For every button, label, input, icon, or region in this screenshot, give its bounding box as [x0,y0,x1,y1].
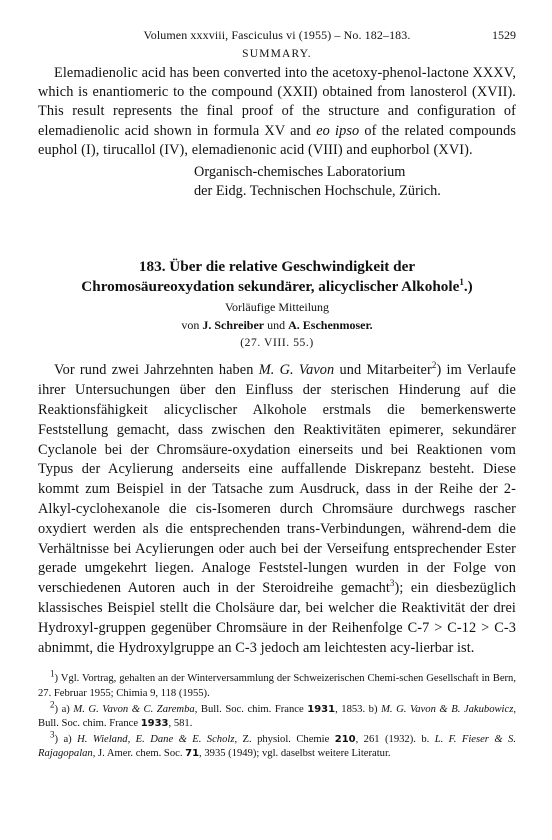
footnote-2-mark: 2 [50,699,55,710]
author-1: J. Schreiber [202,318,265,333]
footnote-2-text-d: , Bull. Soc. chim. France [38,703,516,729]
footnote-3-authors-b: L. F. Fieser & S. Rajagopalan [38,734,516,760]
footnotes [38,668,516,761]
article-authors [38,317,516,333]
footnote-2-text-c: , 1853. b) [335,703,382,715]
footnote-3-text-b: , Z. physiol. Chemie [234,734,335,746]
footnote-ref-2: 2 [431,360,437,371]
title-footnote-mark: 1 [459,276,464,287]
authors-and: und [264,318,289,333]
body-text-3: ) im Verlaufe ihrer Untersuchungen über den Einfluss der sterischen Hinderung auf die Reaktionsfähigkeit alicyclischer Alkohole erstmals die bemerkenswerte Feststellung gemacht, dass zwischen den Reaktivitäten epimerer, sekundärer Cyclanole bei der Chromsäure-oxydation einerseits und bei Reaktionen vom Typus der Acylierung anderseits eine auffallende Diskrepanz besteht. Diese kommt zum Beispiel in der Tatsache zum Ausdruck, dass in der Reihe der 2-Alkyl-cyclohexanole die cis-Isomeren durch Chromsäure durchwegs rascher oxydiert werden als die entsprechenden trans-Verbindungen, während-dem die Verhältnisse bei Acylierungen oder auch bei der Verseifung entsprechender Ester gerade umgekehrt liegen. Analoge Feststel-lungen wurden in der Folge von verschiedenen Autoren auch in der Steroidreihe gemacht [38,362,516,597]
article-date: (27. VIII. 55.) [240,337,314,350]
article-title-text: Chromosäureoxydation sekundärer, alicyclischer Alkohole [81,277,460,295]
footnote-3-text-c: , 261 (1932). b. [355,734,435,746]
footnote-3 [38,729,516,761]
laboratory-address [38,163,516,201]
running-header [38,28,516,46]
footnote-2-authors-b: M. G. Vavon & B. Jakubowicz [381,703,514,715]
footnote-3-mark: 3 [50,729,55,740]
footnote-3-text-e: , 3935 (1949); vgl. daselbst weitere Literatur. [199,748,391,760]
footnote-2-text-a: ) a) [54,703,74,715]
summary-paragraph [38,64,516,160]
footnote-3-authors-a: H. Wieland, E. Dane & E. Scholz [77,734,235,746]
title-suffix: .) [463,277,473,295]
body-paragraph [38,361,516,658]
footnote-2-text-b: , Bull. Soc. chim. France [194,703,308,715]
article-title-line-1: 183. Über die relative Geschwindigkeit der [138,258,416,276]
footnote-2-volume-a: 1931 [307,703,336,715]
article-body [38,361,516,658]
body-text-2: und Mitarbeiter [334,362,432,379]
running-title: Volumen xxxviii, Fasciculus vi (1955) – No. 182–183. [143,28,411,42]
summary-text-emphasis: eo ipso [316,122,360,139]
footnote-1-mark: 1 [50,668,55,679]
article-title-line-2 [38,277,516,297]
authors-prefix: von [181,318,203,333]
footnote-3-text-a: ) a) [54,734,78,746]
footnote-ref-3: 3 [389,578,395,589]
footnote-1-text: ) Vgl. Vortrag, gehalten an der Winterversammlung der Schweizerischen Chemi-schen Gesellschaft in Bern, 27. Februar 1955; Chimia 9, 118 (1955). [38,673,516,699]
address-line-1: Organisch-chemisches Laboratorium [194,164,406,181]
footnote-1 [38,668,516,700]
journal-page [38,28,516,764]
summary-text-part2: of the related compounds euphol (I), tirucallol (IV), elemadienonic acid (VIII) and euphorbol (XVI). [38,122,516,158]
article-title [38,257,516,296]
footnote-2 [38,699,516,731]
body-text-4: ); ein diesbezüglich klassisches Beispiel stellt die Cholsäure dar, bei welcher die Reaktivität der drei Hydroxyl-gruppen gegenüber Chromsäure in der Reihenfolge C-7 > C-12 > C-3 abnimmt, die Hydroxylgruppe an C-3 jedoch am leichtesten acy-lierbar ist. [38,580,516,656]
address-line-2: der Eidg. Technischen Hochschule, Zürich. [194,183,441,200]
footnote-2-text-e: , 581. [168,717,193,729]
footnote-3-text-d: , J. Amer. chem. Soc. [92,748,186,760]
footnote-2-volume-b: 1933 [140,717,169,729]
footnote-2-authors-a: M. G. Vavon & C. Zaremba [73,703,195,715]
page-number: 1529 [492,28,516,42]
body-name-vavon: M. G. Vavon [258,362,335,379]
footnote-3-volume-a: 210 [334,734,356,746]
author-2: A. Eschenmoser. [288,318,373,333]
summary-heading: SUMMARY. [242,48,312,60]
footnote-3-volume-b: 71 [185,748,200,760]
summary-text-part1: Elemadienolic acid has been converted into the acetoxy-phenol-lactone XXXV, which is enantiomeric to the compound (XXII) obtained from lanosterol (XVII). This result represents the final proof of the structure and configuration of elemadienolic acid shown in formula XV and [38,65,516,139]
body-text-1: Vor rund zwei Jahrzehnten haben [54,362,259,379]
article-subtitle: Vorläufige Mitteilung [224,300,330,315]
